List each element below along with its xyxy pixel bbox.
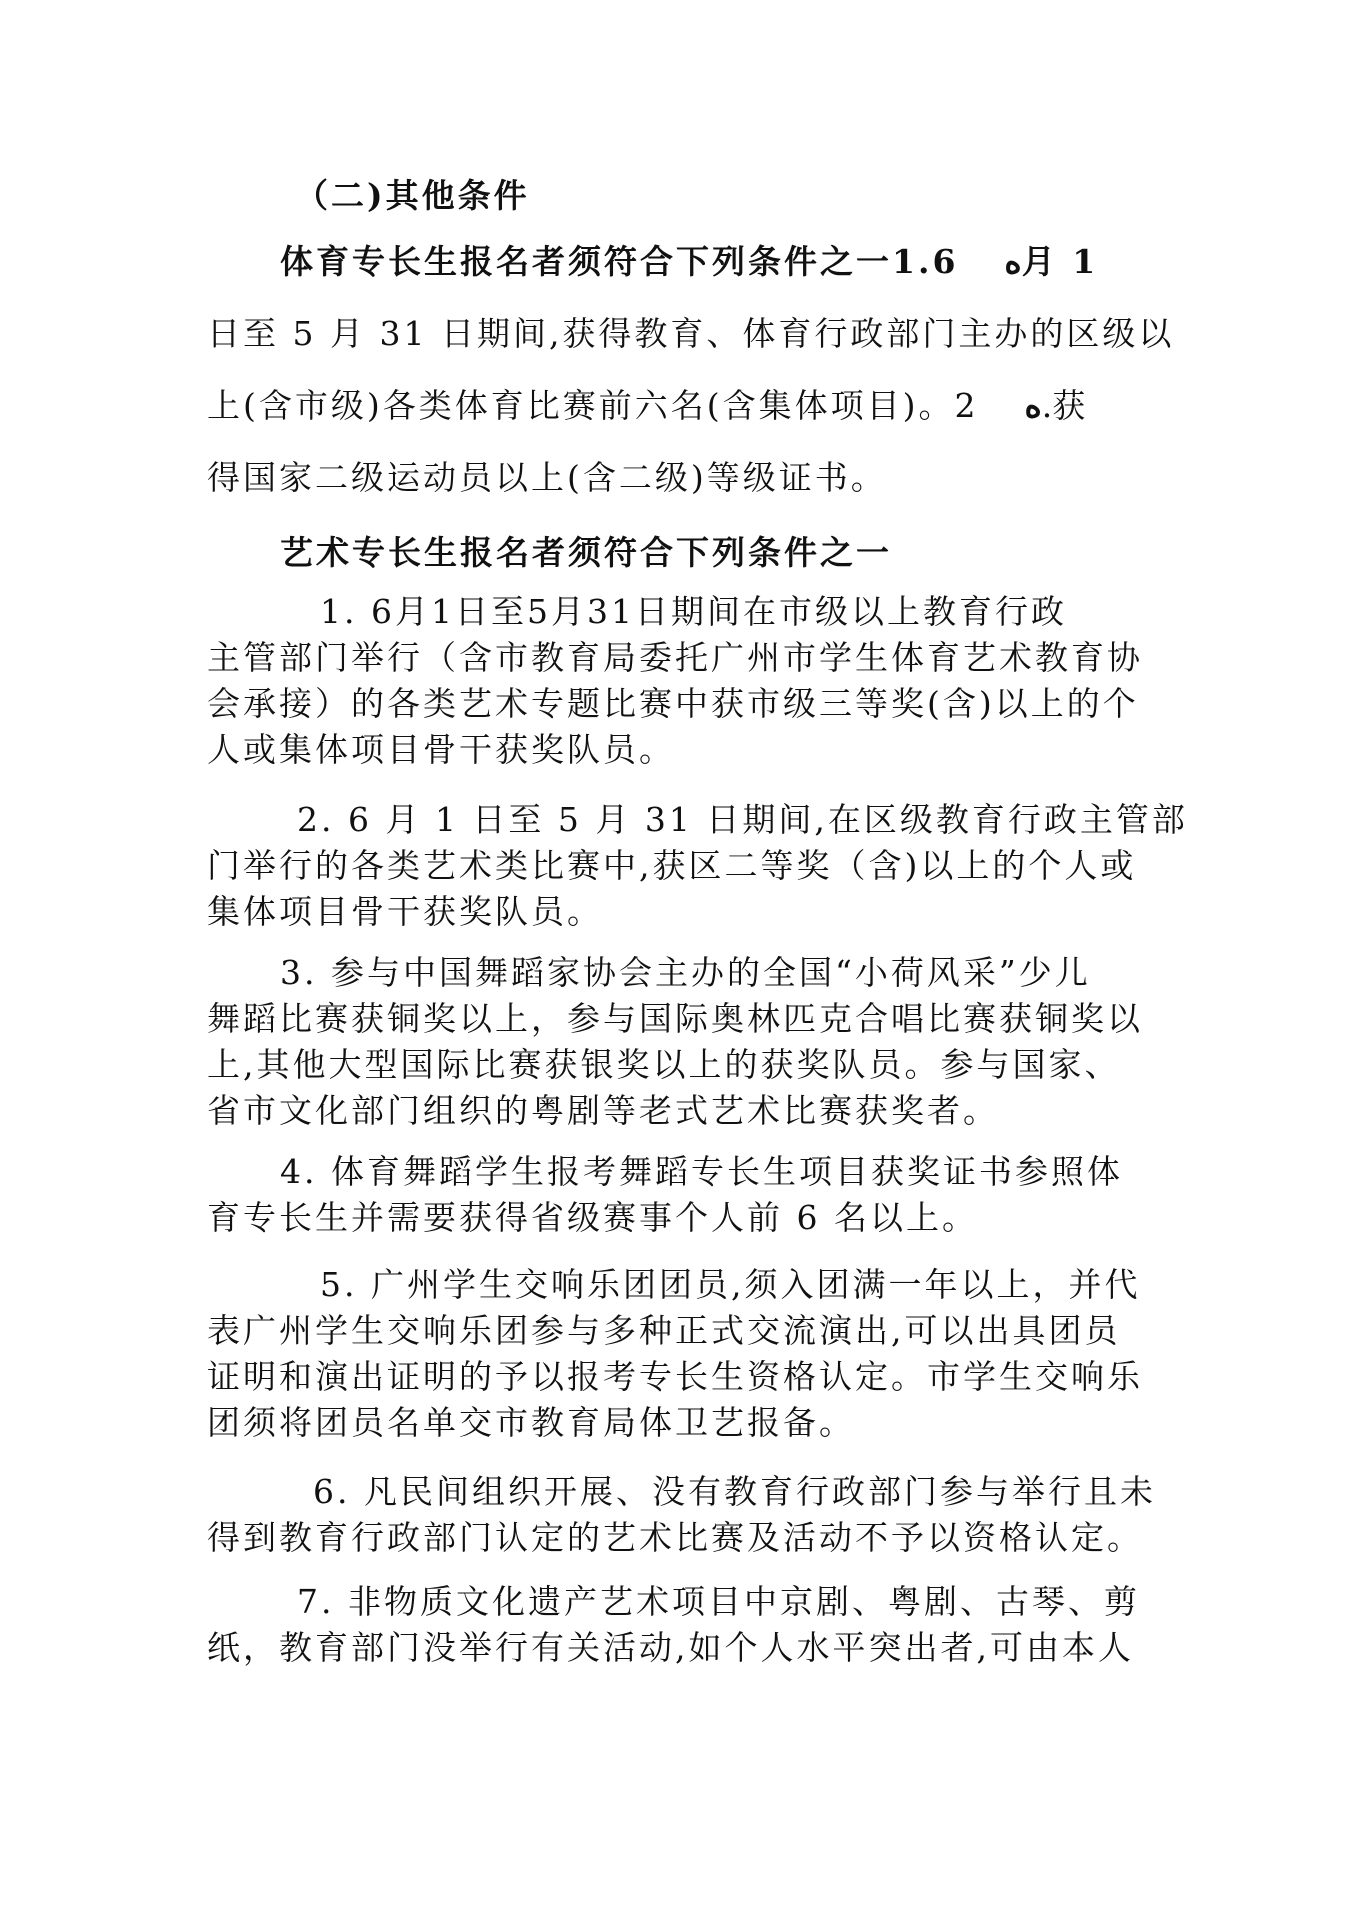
arts-line: 会承接）的各类艺术专题比赛中获市级三等奖(含)以上的个: [207, 684, 1139, 723]
stray-mark: ه: [1004, 242, 1022, 281]
arts-line: 集体项目骨干获奖队员。: [207, 892, 603, 931]
arts-line: 育专长生并需要获得省级赛事个人前 6 名以上。: [207, 1198, 978, 1237]
arts-line: 纸，教育部门没举行有关活动,如个人水平突出者,可由本人: [207, 1628, 1134, 1667]
sports-intro-text: 体育专长生报名者须符合下列条件之一1.6: [280, 242, 959, 281]
sports-intro-tail: 月 1: [1021, 242, 1099, 281]
sports-line-3: [207, 386, 1088, 426]
arts-line: 4. 体育舞蹈学生报考舞蹈专长生项目获奖证书参照体: [280, 1152, 1123, 1191]
arts-line: 6. 凡民间组织开展、没有教育行政部门参与举行且未: [313, 1472, 1156, 1511]
sports-line-2: 日至 5 月 31 日期间,获得教育、体育行政部门主办的区级以: [207, 314, 1175, 353]
arts-line: 表广州学生交响乐团参与多种正式交流演出,可以出具团员: [207, 1311, 1121, 1350]
arts-line: 得到教育行政部门认定的艺术比赛及活动不予以资格认定。: [207, 1518, 1143, 1557]
sports-line-3-a: 上(含市级)各类体育比赛前六名(含集体项目)。2: [207, 386, 979, 425]
arts-line: 上,其他大型国际比赛获银奖以上的获奖队员。参与国家、: [207, 1045, 1121, 1084]
arts-line: 舞蹈比赛获铜奖以上，参与国际奥林匹克合唱比赛获铜奖以: [207, 999, 1143, 1038]
stray-mark: ه: [1024, 386, 1042, 425]
arts-line: 3. 参与中国舞蹈家协会主办的全国“小荷风采”少儿: [280, 953, 1091, 992]
section-heading: （二)其他条件: [295, 176, 530, 215]
arts-line: 省市文化部门组织的粤剧等老式艺术比赛获奖者。: [207, 1091, 999, 1130]
arts-line: 门举行的各类艺术类比赛中,获区二等奖（含)以上的个人或: [207, 846, 1137, 885]
arts-line: 2. 6 月 1 日至 5 月 31 日期间,在区级教育行政主管部: [297, 800, 1188, 839]
arts-line: 团须将团员名单交市教育局体卫艺报备。: [207, 1403, 855, 1442]
arts-line: 人或集体项目骨干获奖队员。: [207, 730, 675, 769]
sports-line-3-b: .获: [1041, 386, 1089, 425]
arts-line: 主管部门举行（含市教育局委托广州市学生体育艺术教育协: [207, 638, 1143, 677]
arts-line: 1. 6月1日至5月31日期间在市级以上教育行政: [320, 592, 1067, 631]
arts-line: 证明和演出证明的予以报考专长生资格认定。市学生交响乐: [207, 1357, 1143, 1396]
sports-line-4: 得国家二级运动员以上(含二级)等级证书。: [207, 458, 887, 497]
arts-line: 5. 广州学生交响乐团团员,须入团满一年以上，并代: [320, 1265, 1141, 1304]
sports-intro: [280, 242, 1098, 282]
arts-heading: 艺术专长生报名者须符合下列条件之一: [280, 533, 892, 572]
arts-line: 7. 非物质文化遗产艺术项目中京剧、粤剧、古琴、剪: [297, 1582, 1140, 1621]
